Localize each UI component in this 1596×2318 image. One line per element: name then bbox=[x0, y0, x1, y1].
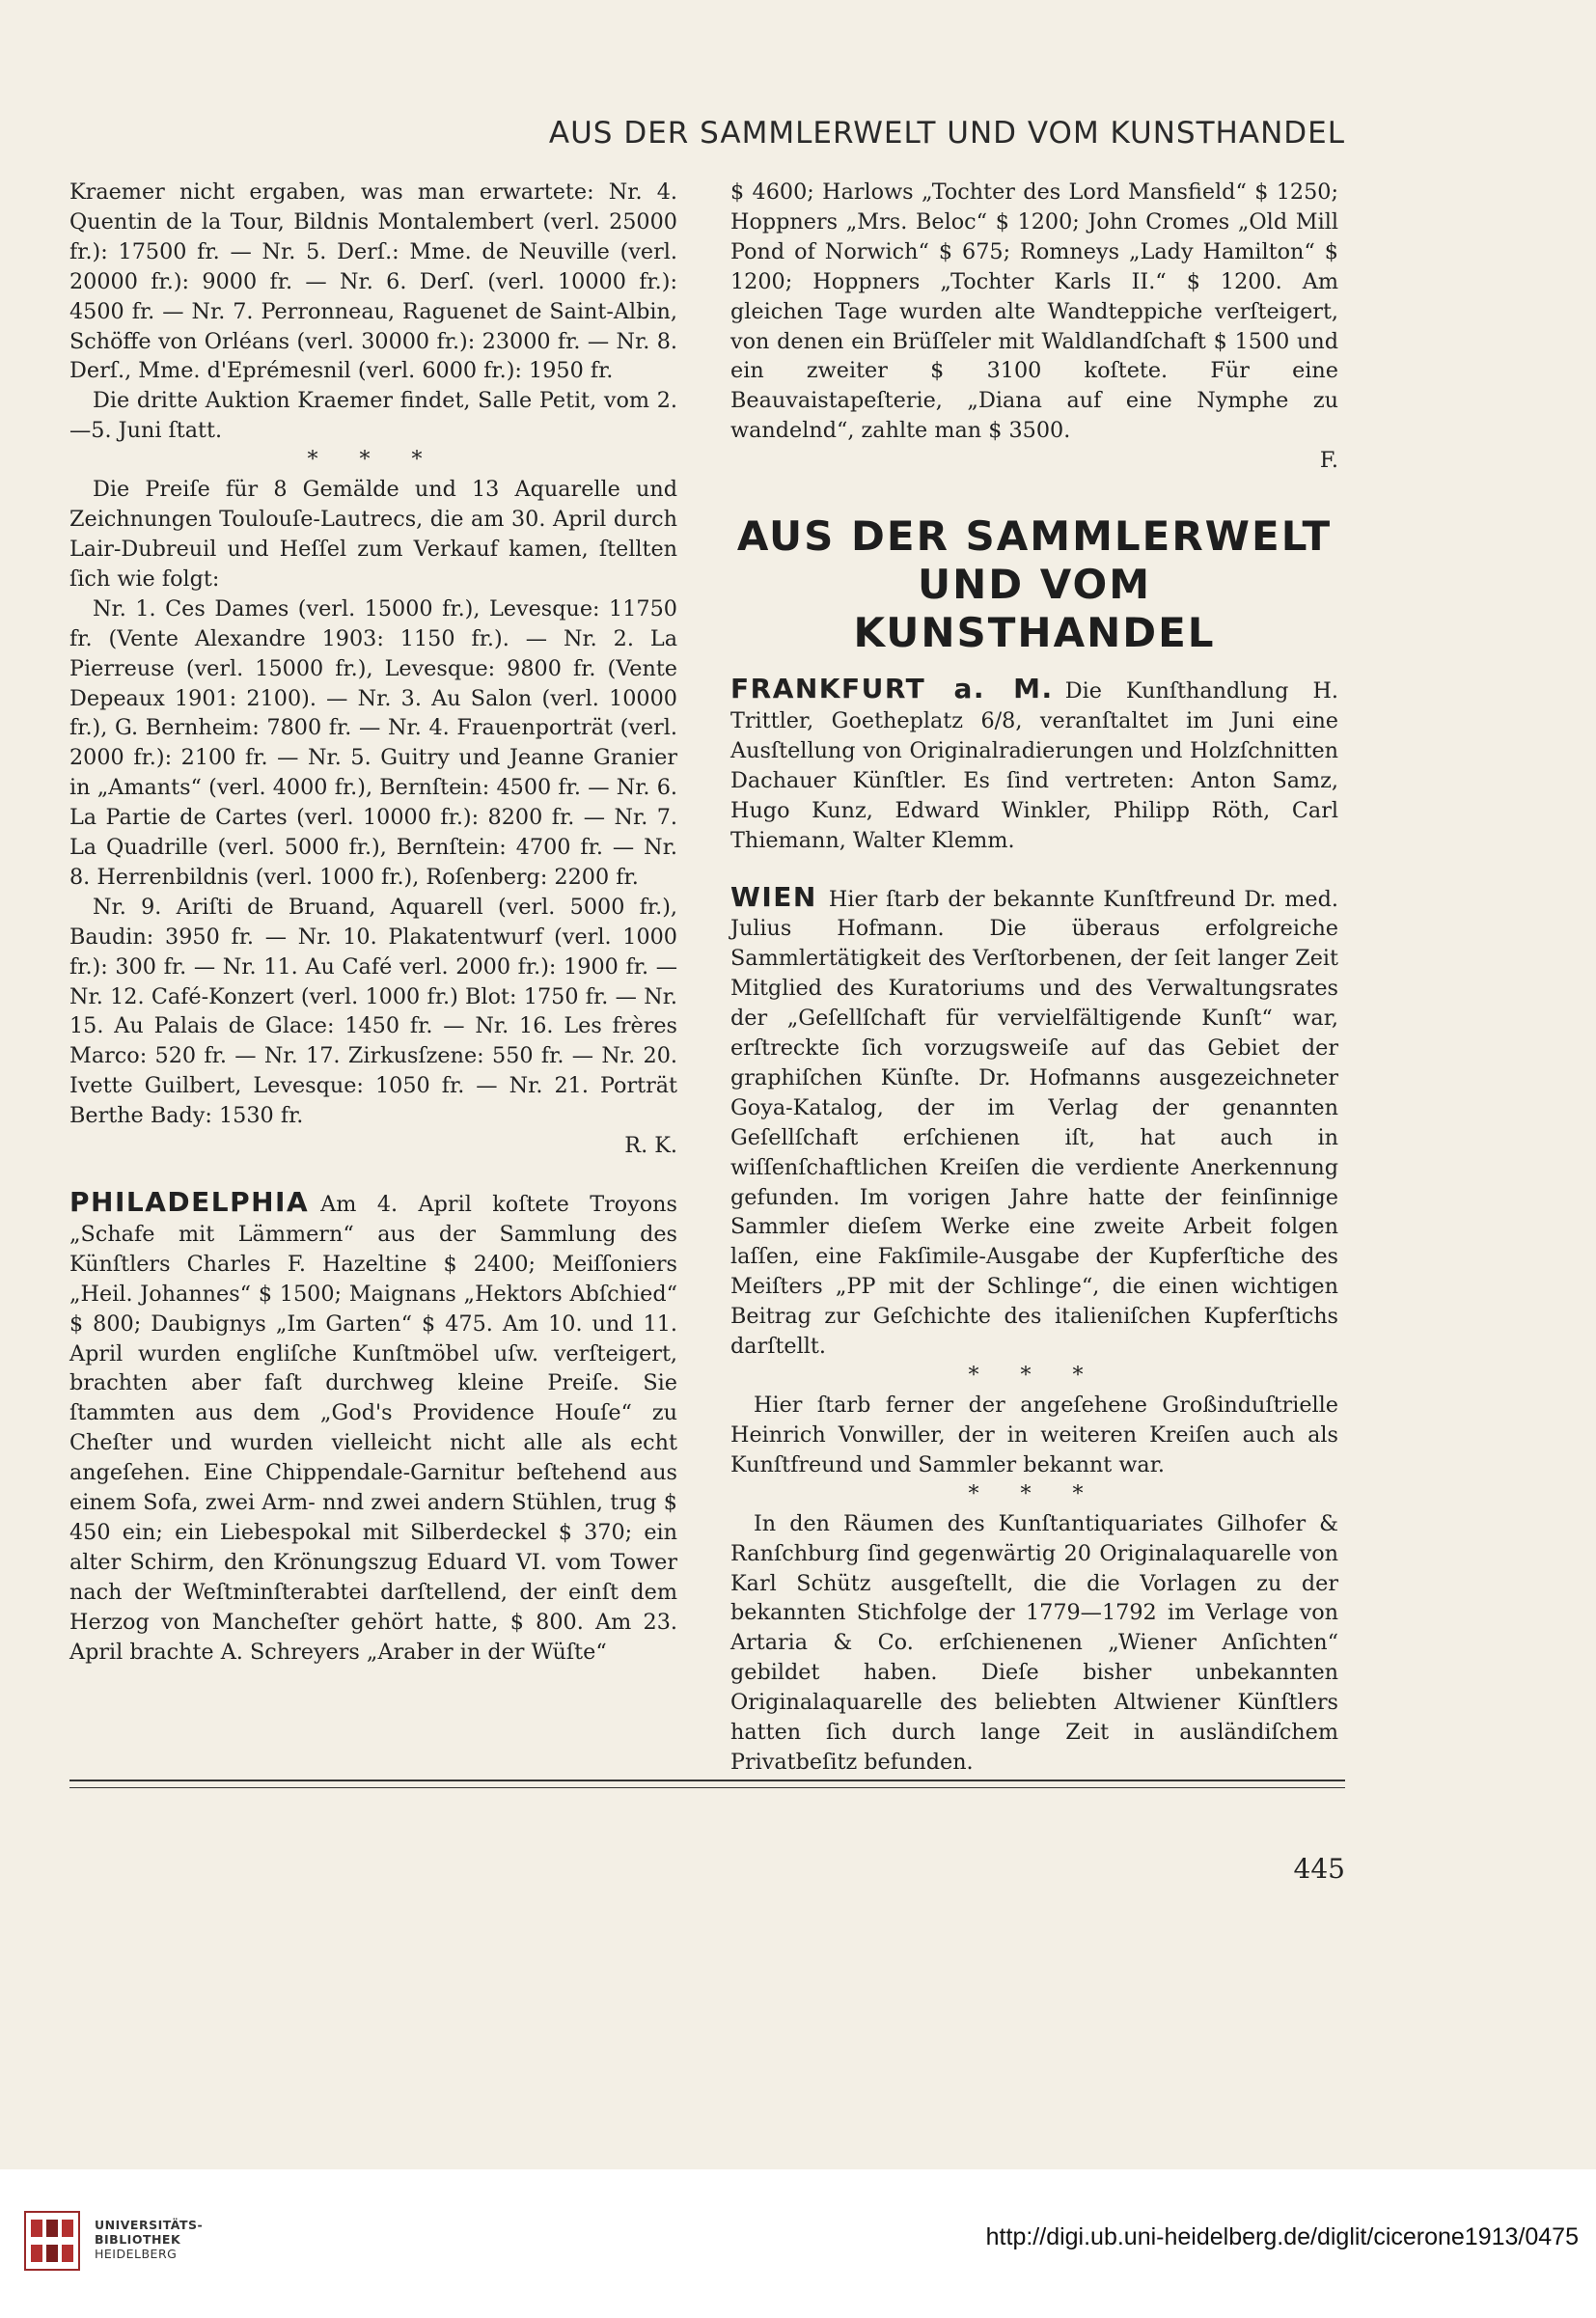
left-column bbox=[69, 178, 677, 1668]
section-title: AUS DER SAMMLERWELT UND VOM KUNSTHANDEL bbox=[736, 512, 1333, 657]
paragraph: Die dritte Auktion Kraemer findet, Salle Petit, vom 2.—5. Juni ſtatt. bbox=[69, 388, 677, 444]
paragraph: Hier ſtarb ferner der angeſehene Großinduſtrielle Heinrich Vonwiller, der in weiteren Kreiſen auch als Kunſtfreund und Sammler bekannt war. bbox=[730, 1393, 1338, 1477]
library-name: UNIVERSITÄTS- BIBLIOTHEK HEIDELBERG bbox=[95, 2218, 204, 2261]
city-heading-frankfurt: FRANKFURT a. M. bbox=[730, 673, 1054, 705]
philadelphia-paragraph bbox=[69, 1188, 677, 1668]
author-signature: F. bbox=[1319, 448, 1338, 474]
section-separator-stars: * * * bbox=[968, 1481, 1101, 1506]
bottom-rule-thin bbox=[69, 1787, 1345, 1788]
paragraph: Nr. 9. Ariſti de Bruand, Aquarell (verl. 5000 fr.), Baudin: 3950 fr. — Nr. 10. Plakatentwurf (verl. 1000 fr.): 300 fr. — Nr. 11. Au Café verl. 2000 fr.): 1900 fr. — Nr. 12. Café-Konzert (verl. 1000 fr.) Blot: 1750 fr. — Nr. 15. Au Palais de Glace: 1450 fr. — Nr. 16. Les frères Marco: 520 fr. — Nr. 17. Zirkusſzene: 550 fr. — Nr. 20. Ivette Guilbert, Levesque: 1050 fr. — Nr. 21. Porträt Berthe Bady: 1530 fr. bbox=[69, 894, 677, 1129]
running-header: AUS DER SAMMLERWELT UND VOM KUNSTHANDEL bbox=[548, 116, 1345, 151]
city-heading-wien: WIEN bbox=[730, 880, 817, 913]
city-heading-philadelphia: PHILADELPHIA bbox=[69, 1186, 310, 1218]
paragraph: In den Räumen des Kunſtantiquariates Gilhofer & Ranſchburg ſind gegenwärtig 20 Originalaquarelle von Karl Schütz ausgeſtellt, die die Vorlagen zu der bekannten Stichfolge der 1779—1792 im Verlage von Artaria & Co. erſchienenen „Wiener Anſichten“ gebildet haben. Dieſe bisher unbekannten Originalaquarelle des beliebten Altwiener Künſtlers hatten ſich durch lange Zeit in ausländiſchem Privatbeſitz befunden. bbox=[730, 1510, 1338, 1775]
footer-bar bbox=[0, 2169, 1596, 2318]
wien-paragraph bbox=[730, 880, 1338, 1363]
philadelphia-text: Am 4. April koſtete Troyons „Schafe mit Lämmern“ aus der Sammlung des Künſtlers Charles F. Hazeltine $ 2400; Meiſſoniers „Heil. Johannes“ $ 1500; Maignans „Hektors Abſchied“ $ 800; Daubignys „Im Garten“ $ 475. Am 10. und 11. April wurden engliſche Kunſtmöbel uſw. verſteigert, brachten aber faſt durchweg kleine Preiſe. Sie ſtammten aus dem „God's Providence Houſe“ zu Cheſter und wurden vielleicht nicht alle als echt angeſehen. Eine Chippendale-Garnitur beſtehend aus einem Sofa, zwei Arm- nnd zwei andern Stühlen, trug $ 450 ein; ein Liebespokal mit Silberdeckel $ 370; ein alter Schirm, den Krönungszug Eduard VI. vom Tower nach der Weſtminſterabtei darſtellend, der einſt dem Herzog von Mancheſter gehört hatte, $ 800. Am 23. April brachte A. Schreyers „Araber in der Wüſte“ bbox=[69, 1192, 677, 1665]
wien-text: Hier ſtarb der bekannte Kunſtfreund Dr. med. Julius Hofmann. Die überaus erfolgreiche Sammlertätigkeit des Verſtorbenen, der ſeit langer Zeit Mitglied des Kuratoriums und des Verwaltungsrates der „Geſellſchaft für vervielfältigende Kunſt“ war, erſtreckte ſich vorzugsweiſe auf das Gebiet der graphiſchen Künſte. Dr. Hofmanns ausgezeichneter Goya-Katalog, der im Verlag der genannten Geſellſchaft erſchienen iſt, hat auch in wiſſenſchaftlichen Kreiſen die verdiente Anerkennung gefunden. Im vorigen Jahre hatte der feinſinnige Sammler dieſem Werke eine zweite Arbeit folgen laſſen, eine Fakſimile-Ausgabe der Kupferſtiche des Meiſters „PP mit der Schlinge“, die einen wichtigen Beitrag zur Geſchichte des italieniſchen Kupferſtichs darſtellt. bbox=[730, 886, 1338, 1360]
author-signature: R. K. bbox=[624, 1133, 677, 1159]
source-url[interactable]: http://digi.ub.uni-heidelberg.de/diglit/cicerone1913/0475 bbox=[985, 2223, 1579, 2250]
section-separator-stars: * * * bbox=[968, 1364, 1101, 1388]
page-number: 445 bbox=[1293, 1853, 1345, 1885]
paragraph: $ 4600; Harlows „Tochter des Lord Mansfield“ $ 1250; Hoppners „Mrs. Beloc“ $ 1200; John Cromes „Old Mill Pond of Norwich“ $ 675; Romneys „Lady Hamilton“ $ 1200; Hoppners „Tochter Karls II.“ $ 1200. Am gleichen Tage wurden alte Wandteppiche verſteigert, von denen ein Brüſſeler mit Waldlandſchaft $ 1500 und ein zweiter $ 3100 koſtete. Für eine Beauvaistapeſterie, „Diana auf eine Nymphe zu wandelnd“, zahlte man $ 3500. bbox=[730, 179, 1338, 444]
library-logo-icon bbox=[23, 2210, 81, 2272]
frankfurt-text: Die Kunſthandlung H. Trittler, Goetheplatz 6/8, veranſtaltet im Juni eine Ausſtellung von Originalradierungen und Holzſchnitten Dachauer Künſtler. Es ſind vertreten: Anton Samz, Hugo Kunz, Edward Winkler, Philipp Röth, Carl Thiemann, Walter Klemm. bbox=[730, 678, 1339, 853]
section-separator-stars: * * * bbox=[307, 448, 440, 473]
bottom-rule bbox=[69, 1780, 1345, 1781]
right-column bbox=[730, 178, 1338, 1778]
paragraph: Nr. 1. Ces Dames (verl. 15000 fr.), Levesque: 11750 fr. (Vente Alexandre 1903: 1150 fr.). — Nr. 2. La Pierreuse (verl. 15000 fr.), Levesque: 9800 fr. (Vente Depeaux 1901: 2100). — Nr. 3. Au Salon (verl. 10000 fr.), G. Bernheim: 7800 fr. — Nr. 4. Frauenporträt (verl. 2000 fr.): 2100 fr. — Nr. 5. Guitry und Jeanne Granier in „Amants“ (verl. 4000 fr.), Bernſtein: 4500 fr. — Nr. 6. La Partie de Cartes (verl. 10000 fr.): 8200 fr. — Nr. 7. La Quadrille (verl. 5000 fr.), Bernſtein: 4700 fr. — Nr. 8. Herrenbildnis (verl. 1000 fr.), Roſenberg: 2200 fr. bbox=[69, 595, 677, 890]
frankfurt-paragraph bbox=[730, 675, 1338, 855]
paragraph: Kraemer nicht ergaben, was man erwartete: Nr. 4. Quentin de la Tour, Bildnis Montalembert (verl. 25000 fr.): 17500 fr. — Nr. 5. Derſ.: Mme. de Neuville (verl. 20000 fr.): 9000 fr. — Nr. 6. Derſ. (verl. 10000 fr.): 4500 fr. — Nr. 7. Perronneau, Raguenet de Saint-Albin, Schöffe von Orléans (verl. 30000 fr.): 23000 fr. — Nr. 8. Derſ., Mme. d'Eprémesnil (verl. 6000 fr.): 1950 fr. bbox=[69, 179, 677, 384]
paragraph: Die Preiſe für 8 Gemälde und 13 Aquarelle und Zeichnungen Toulouſe-Lautrecs, die am 30. April durch Lair-Dubreuil und Heſſel zum Verkauf kamen, ſtellten ſich wie folgt: bbox=[69, 477, 677, 592]
